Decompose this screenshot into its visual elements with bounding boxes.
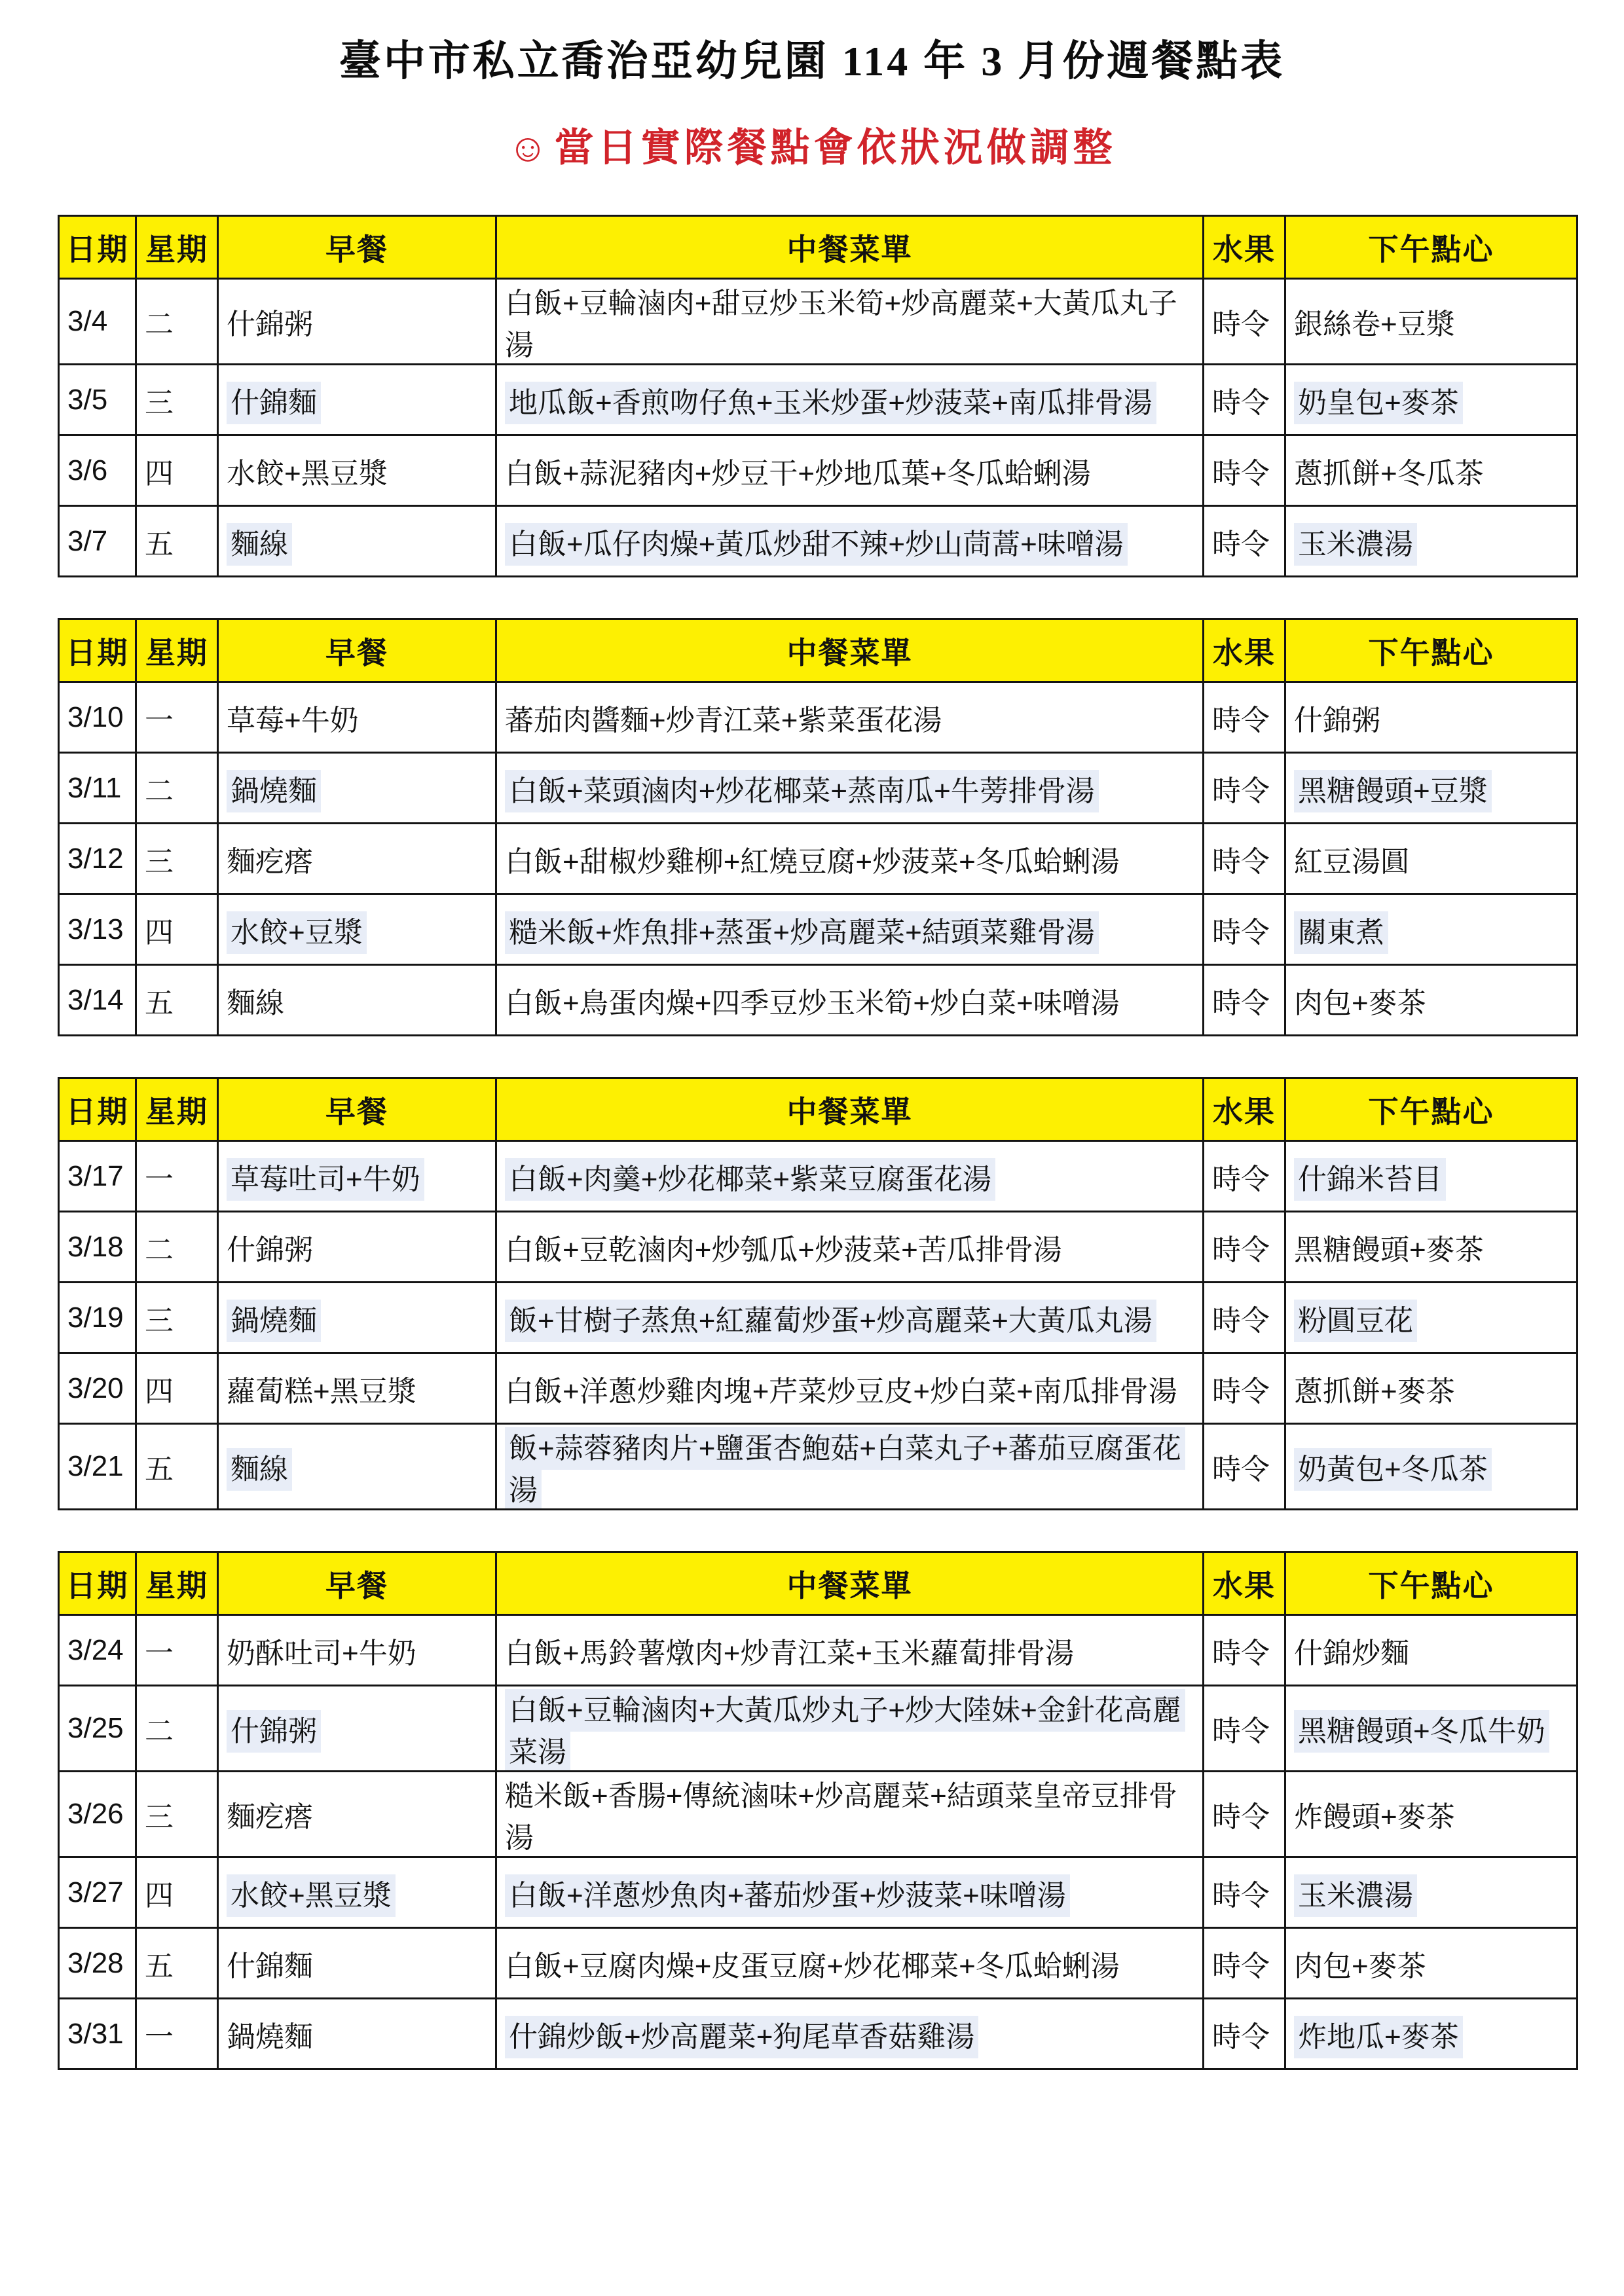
menu-row [59,1283,1578,1353]
weekday-cell [136,894,218,965]
snack-cell [1285,435,1578,506]
breakfast-text: 麵疙瘩 [227,845,313,878]
weekday-text: 四 [145,457,174,490]
breakfast-cell [218,1615,496,1686]
lunch-text: 白飯+豆腐肉燥+皮蛋豆腐+炒花椰菜+冬瓜蛤蜊湯 [505,1950,1120,1982]
weekday-text: 五 [145,528,174,560]
column-header-snack: 下午點心 [1285,1078,1578,1141]
notice-text: 當日實際餐點會依狀況做調整 [554,126,1116,170]
column-header-date: 日期 [59,1078,136,1141]
snack-cell [1285,1615,1578,1686]
breakfast-text: 草莓吐司+牛奶 [227,1158,424,1201]
breakfast-cell [218,1141,496,1212]
lunch-text: 白飯+鳥蛋肉燥+四季豆炒玉米筍+炒白菜+味噌湯 [505,987,1120,1019]
snack-text: 炸地瓜+麥茶 [1294,2016,1463,2058]
column-header-fruit: 水果 [1204,1552,1285,1615]
weekday-cell [136,1424,218,1510]
weekday-cell [136,1212,218,1283]
menu-table-week-3 [58,1077,1578,1510]
fruit-text: 時令 [1212,1375,1270,1408]
lunch-text: 白飯+蒜泥豬肉+炒豆干+炒地瓜葉+冬瓜蛤蜊湯 [505,457,1091,490]
snack-text: 蔥抓餅+冬瓜茶 [1294,457,1484,490]
column-header-lunch: 中餐菜單 [496,216,1204,279]
breakfast-cell [218,1857,496,1928]
fruit-cell [1204,1999,1285,2069]
date-cell [59,1928,136,1999]
date-text: 3/11 [67,771,122,804]
breakfast-text: 鍋燒麵 [227,770,321,812]
snack-text: 粉圓豆花 [1294,1300,1417,1342]
date-cell [59,1212,136,1283]
weekday-cell [136,753,218,824]
weekday-cell [136,965,218,1036]
weekday-text: 二 [145,774,174,807]
menu-row [59,1615,1578,1686]
weekday-text: 三 [145,845,174,878]
breakfast-text: 什錦麵 [227,1950,313,1982]
column-header-weekday: 星期 [136,216,218,279]
fruit-cell [1204,279,1285,365]
lunch-text: 蕃茄肉醬麵+炒青江菜+紫菜蛋花湯 [505,704,942,737]
snack-text: 奶黃包+冬瓜茶 [1294,1448,1492,1491]
snack-cell [1285,365,1578,435]
lunch-cell [496,1212,1204,1283]
lunch-cell [496,435,1204,506]
breakfast-text: 水餃+黑豆漿 [227,457,388,490]
fruit-text: 時令 [1212,1163,1270,1195]
date-cell [59,1999,136,2069]
breakfast-cell [218,279,496,365]
snack-text: 玉米濃湯 [1294,523,1417,566]
snack-text: 肉包+麥茶 [1294,1950,1426,1982]
weekday-cell [136,1615,218,1686]
lunch-cell [496,965,1204,1036]
weekday-text: 一 [145,1163,174,1195]
breakfast-text: 什錦粥 [227,1233,313,1266]
date-text: 3/19 [67,1301,124,1334]
lunch-cell [496,1353,1204,1424]
snack-text: 黑糖饅頭+豆漿 [1294,770,1492,812]
breakfast-text: 鍋燒麵 [227,2020,313,2053]
breakfast-text: 什錦麵 [227,382,321,424]
date-cell [59,1772,136,1857]
weekday-cell [136,365,218,435]
snack-text: 什錦米苔目 [1294,1158,1446,1201]
weekday-text: 二 [145,1233,174,1266]
lunch-text: 白飯+馬鈴薯燉肉+炒青江菜+玉米蘿蔔排骨湯 [505,1637,1075,1669]
date-cell [59,435,136,506]
snack-text: 什錦炒麵 [1294,1637,1409,1669]
lunch-text: 白飯+甜椒炒雞柳+紅燒豆腐+炒菠菜+冬瓜蛤蜊湯 [505,845,1120,878]
date-text: 3/10 [67,701,124,733]
lunch-text: 糙米飯+香腸+傳統滷味+炒高麗菜+結頭菜皇帝豆排骨湯 [505,1780,1177,1854]
breakfast-cell [218,894,496,965]
lunch-text: 白飯+洋蔥炒雞肉塊+芹菜炒豆皮+炒白菜+南瓜排骨湯 [505,1375,1177,1408]
weekday-cell [136,1141,218,1212]
fruit-text: 時令 [1212,1879,1270,1912]
lunch-cell [496,1283,1204,1353]
breakfast-cell [218,1686,496,1772]
weekday-text: 五 [145,1453,174,1485]
menu-row [59,1928,1578,1999]
column-header-snack: 下午點心 [1285,216,1578,279]
breakfast-text: 水餃+黑豆漿 [227,1874,396,1917]
date-text: 3/27 [67,1876,124,1908]
date-text: 3/7 [67,524,108,557]
date-cell [59,682,136,753]
snack-cell [1285,1141,1578,1212]
weekday-text: 三 [145,1304,174,1337]
column-header-date: 日期 [59,1552,136,1615]
column-header-lunch: 中餐菜單 [496,1552,1204,1615]
date-text: 3/25 [67,1712,124,1744]
fruit-cell [1204,1772,1285,1857]
menu-row [59,965,1578,1036]
menu-row [59,1857,1578,1928]
breakfast-text: 麵線 [227,523,292,566]
breakfast-cell [218,1283,496,1353]
lunch-cell [496,1928,1204,1999]
fruit-text: 時令 [1212,1304,1270,1337]
snack-cell [1285,1353,1578,1424]
menu-row [59,1772,1578,1857]
breakfast-cell [218,1353,496,1424]
header-row [59,1078,1578,1141]
menu-row [59,1212,1578,1283]
date-text: 3/12 [67,842,124,875]
menu-row [59,435,1578,506]
fruit-text: 時令 [1212,774,1270,807]
snack-text: 炸饅頭+麥茶 [1294,1801,1455,1833]
page-title: 臺中市私立喬治亞幼兒園 114 年 3 月份週餐點表 [339,38,1285,84]
notice [0,117,1624,173]
date-text: 3/13 [67,913,124,945]
snack-cell [1285,1686,1578,1772]
menu-row [59,753,1578,824]
breakfast-cell [218,965,496,1036]
breakfast-text: 麵疙瘩 [227,1801,313,1833]
menu-row [59,1424,1578,1510]
fruit-text: 時令 [1212,987,1270,1019]
column-header-date: 日期 [59,216,136,279]
breakfast-text: 麵線 [227,987,284,1019]
fruit-text: 時令 [1212,2020,1270,2053]
date-text: 3/24 [67,1633,124,1666]
column-header-snack: 下午點心 [1285,1552,1578,1615]
date-text: 3/28 [67,1946,124,1979]
lunch-text: 白飯+洋蔥炒魚肉+蕃茄炒蛋+炒菠菜+味噌湯 [505,1874,1070,1917]
menu-row [59,1999,1578,2069]
header-row [59,1552,1578,1615]
weekday-text: 一 [145,704,174,737]
weekday-text: 二 [145,1715,174,1747]
column-header-fruit: 水果 [1204,1078,1285,1141]
column-header-snack: 下午點心 [1285,619,1578,682]
date-cell [59,1424,136,1510]
snack-text: 什錦粥 [1294,704,1380,737]
breakfast-cell [218,824,496,894]
fruit-cell [1204,1353,1285,1424]
date-cell [59,506,136,577]
menu-row [59,1353,1578,1424]
breakfast-text: 水餃+豆漿 [227,911,367,954]
smiley-icon: ☺ [507,126,552,170]
weekday-text: 四 [145,1879,174,1912]
fruit-cell [1204,682,1285,753]
lunch-cell [496,682,1204,753]
weekday-cell [136,1686,218,1772]
fruit-text: 時令 [1212,308,1270,340]
column-header-fruit: 水果 [1204,619,1285,682]
fruit-cell [1204,1424,1285,1510]
date-cell [59,753,136,824]
lunch-cell [496,1772,1204,1857]
fruit-text: 時令 [1212,1715,1270,1747]
fruit-text: 時令 [1212,704,1270,737]
date-cell [59,365,136,435]
lunch-cell [496,1686,1204,1772]
menu-table-week-4 [58,1551,1578,2070]
fruit-cell [1204,1141,1285,1212]
menu-row [59,824,1578,894]
lunch-cell [496,506,1204,577]
date-cell [59,1353,136,1424]
breakfast-cell [218,1928,496,1999]
date-text: 3/17 [67,1159,124,1192]
snack-cell [1285,1772,1578,1857]
snack-cell [1285,1212,1578,1283]
date-cell [59,1615,136,1686]
breakfast-cell [218,435,496,506]
snack-text: 蔥抓餅+麥茶 [1294,1375,1455,1408]
column-header-breakfast: 早餐 [218,216,496,279]
column-header-breakfast: 早餐 [218,1552,496,1615]
breakfast-cell [218,506,496,577]
date-text: 3/4 [67,305,108,337]
lunch-text: 飯+蒜蓉豬肉片+鹽蛋杏鮑菇+白菜丸子+蕃茄豆腐蛋花湯 [505,1427,1185,1510]
fruit-cell [1204,1686,1285,1772]
snack-text: 奶皇包+麥茶 [1294,382,1463,424]
snack-text: 玉米濃湯 [1294,1874,1417,1917]
weekday-text: 一 [145,2020,174,2053]
fruit-text: 時令 [1212,457,1270,490]
fruit-cell [1204,1928,1285,1999]
column-header-lunch: 中餐菜單 [496,619,1204,682]
snack-cell [1285,965,1578,1036]
fruit-text: 時令 [1212,1801,1270,1833]
snack-text: 銀絲卷+豆漿 [1294,308,1455,340]
breakfast-text: 蘿蔔糕+黑豆漿 [227,1375,416,1408]
fruit-cell [1204,1283,1285,1353]
menu-table-week-2 [58,618,1578,1036]
lunch-text: 白飯+豆輪滷肉+大黃瓜炒丸子+炒大陸妹+金針花高麗菜湯 [505,1689,1185,1772]
fruit-text: 時令 [1212,1637,1270,1669]
menu-row [59,279,1578,365]
snack-cell [1285,894,1578,965]
weekday-text: 三 [145,1801,174,1833]
breakfast-text: 鍋燒麵 [227,1300,321,1342]
weekday-cell [136,682,218,753]
weekday-text: 一 [145,1637,174,1669]
fruit-text: 時令 [1212,386,1270,419]
weekday-cell [136,824,218,894]
lunch-cell [496,1857,1204,1928]
fruit-cell [1204,1857,1285,1928]
fruit-cell [1204,965,1285,1036]
menu-row [59,1141,1578,1212]
menu-row [59,365,1578,435]
lunch-text: 白飯+肉羹+炒花椰菜+紫菜豆腐蛋花湯 [505,1158,995,1201]
weekday-cell [136,1928,218,1999]
menu-row [59,682,1578,753]
fruit-text: 時令 [1212,528,1270,560]
snack-cell [1285,1928,1578,1999]
lunch-cell [496,824,1204,894]
weekday-cell [136,435,218,506]
fruit-text: 時令 [1212,845,1270,878]
weekday-cell [136,506,218,577]
snack-cell [1285,279,1578,365]
menu-table-week-1 [58,215,1578,577]
fruit-cell [1204,894,1285,965]
lunch-cell [496,365,1204,435]
weekday-text: 二 [145,308,174,340]
lunch-cell [496,1424,1204,1510]
snack-cell [1285,753,1578,824]
date-cell [59,1141,136,1212]
weekday-cell [136,1283,218,1353]
column-header-weekday: 星期 [136,1552,218,1615]
breakfast-cell [218,682,496,753]
lunch-text: 飯+甘樹子蒸魚+紅蘿蔔炒蛋+炒高麗菜+大黃瓜丸湯 [505,1300,1156,1342]
column-header-breakfast: 早餐 [218,1078,496,1141]
fruit-cell [1204,824,1285,894]
column-header-breakfast: 早餐 [218,619,496,682]
fruit-cell [1204,1615,1285,1686]
breakfast-cell [218,1424,496,1510]
lunch-text: 白飯+菜頭滷肉+炒花椰菜+蒸南瓜+牛蒡排骨湯 [505,770,1099,812]
fruit-text: 時令 [1212,916,1270,949]
date-text: 3/18 [67,1230,124,1263]
snack-cell [1285,1857,1578,1928]
breakfast-cell [218,753,496,824]
weekday-text: 四 [145,916,174,949]
snack-text: 關東煮 [1294,911,1388,954]
date-cell [59,965,136,1036]
weekday-text: 三 [145,386,174,419]
date-cell [59,894,136,965]
snack-text: 黑糖饅頭+冬瓜牛奶 [1294,1710,1549,1753]
fruit-cell [1204,435,1285,506]
lunch-cell [496,894,1204,965]
breakfast-text: 麵線 [227,1448,292,1491]
menu-row [59,1686,1578,1772]
breakfast-cell [218,1772,496,1857]
breakfast-text: 奶酥吐司+牛奶 [227,1637,416,1669]
header-row [59,619,1578,682]
menu-row [59,506,1578,577]
lunch-text: 白飯+瓜仔肉燥+黃瓜炒甜不辣+炒山茼蒿+味噌湯 [505,523,1128,566]
snack-cell [1285,682,1578,753]
date-text: 3/21 [67,1450,124,1482]
column-header-weekday: 星期 [136,619,218,682]
snack-text: 肉包+麥茶 [1294,987,1426,1019]
snack-cell [1285,1999,1578,2069]
fruit-cell [1204,1212,1285,1283]
weekday-cell [136,1857,218,1928]
date-text: 3/20 [67,1372,124,1404]
column-header-fruit: 水果 [1204,216,1285,279]
lunch-text: 地瓜飯+香煎吻仔魚+玉米炒蛋+炒菠菜+南瓜排骨湯 [505,382,1156,424]
weekday-cell [136,279,218,365]
weekday-cell [136,1772,218,1857]
snack-cell [1285,1424,1578,1510]
date-text: 3/14 [67,983,124,1016]
lunch-cell [496,279,1204,365]
snack-cell [1285,1283,1578,1353]
snack-cell [1285,824,1578,894]
breakfast-cell [218,1212,496,1283]
fruit-cell [1204,753,1285,824]
header-row [59,216,1578,279]
breakfast-text: 什錦粥 [227,308,313,340]
lunch-cell [496,1141,1204,1212]
snack-text: 紅豆湯圓 [1294,845,1409,878]
date-text: 3/26 [67,1798,124,1830]
lunch-cell [496,1999,1204,2069]
snack-cell [1285,506,1578,577]
date-cell [59,1283,136,1353]
snack-text: 黑糖饅頭+麥茶 [1294,1233,1484,1266]
fruit-text: 時令 [1212,1950,1270,1982]
breakfast-cell [218,365,496,435]
breakfast-cell [218,1999,496,2069]
weekday-cell [136,1353,218,1424]
fruit-cell [1204,506,1285,577]
date-cell [59,1686,136,1772]
fruit-cell [1204,365,1285,435]
date-text: 3/6 [67,454,108,486]
date-cell [59,279,136,365]
column-header-lunch: 中餐菜單 [496,1078,1204,1141]
lunch-cell [496,753,1204,824]
date-text: 3/31 [67,2017,124,2050]
date-cell [59,1857,136,1928]
column-header-date: 日期 [59,619,136,682]
lunch-cell [496,1615,1204,1686]
date-cell [59,824,136,894]
weekday-text: 五 [145,987,174,1019]
menu-row [59,894,1578,965]
lunch-text: 白飯+豆乾滷肉+炒瓠瓜+炒菠菜+苦瓜排骨湯 [505,1233,1062,1266]
lunch-text: 什錦炒飯+炒高麗菜+狗尾草香菇雞湯 [505,2016,978,2058]
lunch-text: 白飯+豆輪滷肉+甜豆炒玉米筍+炒高麗菜+大黃瓜丸子湯 [505,287,1177,361]
column-header-weekday: 星期 [136,1078,218,1141]
menu-tables-container [0,215,1624,2070]
date-text: 3/5 [67,383,108,416]
weekday-text: 四 [145,1375,174,1408]
fruit-text: 時令 [1212,1233,1270,1266]
fruit-text: 時令 [1212,1453,1270,1485]
weekday-text: 五 [145,1950,174,1982]
breakfast-text: 什錦粥 [227,1710,321,1753]
breakfast-text: 草莓+牛奶 [227,704,359,737]
weekday-cell [136,1999,218,2069]
lunch-text: 糙米飯+炸魚排+蒸蛋+炒高麗菜+結頭菜雞骨湯 [505,911,1099,954]
